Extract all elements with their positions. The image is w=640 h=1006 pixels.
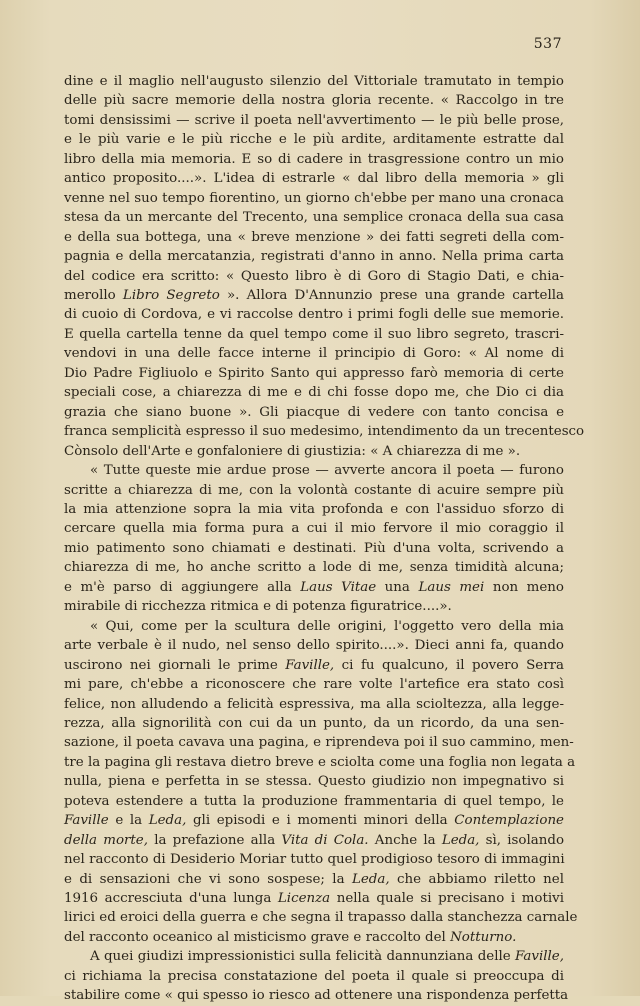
- text-run: sazione, il poeta cavava una pagina, e riprendeva poi il suo cammino, men-: [64, 735, 574, 751]
- text-line: [64, 714, 564, 733]
- text-run: antico proposito....». L'idea di estrarle « dal libro della memoria » gli: [64, 171, 564, 187]
- text-run: e le più varie e le più ricche e le più ardite, arditamente estratte dal: [64, 132, 564, 148]
- text-run: poteva estendere a tutta la produzione frammentaria di quel tempo, le: [64, 793, 564, 809]
- text-run: libro della mia memoria. E so di cadere in trasgressione contro un mio: [64, 151, 564, 167]
- text-run: la prefazione alla: [147, 832, 282, 848]
- text-line: [64, 442, 564, 461]
- text-run: stabilire come « qui spesso io riesco ad ottenere una rispondenza perfetta: [64, 988, 569, 1004]
- text-line: [64, 578, 564, 597]
- page-number: 537: [533, 36, 562, 52]
- text-run: tomi densissimi — scrive il poeta nell'avvertimento — le più belle prose,: [64, 112, 564, 128]
- italic-title: Laus mei: [418, 579, 485, 595]
- text-line: [64, 422, 585, 441]
- text-run: del racconto oceanico al misticismo grave e raccolto del: [64, 929, 451, 945]
- italic-title: Leda,: [441, 832, 480, 848]
- text-run: uscirono nei giornali le prime: [64, 657, 286, 673]
- text-line: [64, 675, 564, 694]
- text-run: nulla, piena e perfetta in se stessa. Questo giudizio non impegnativo si: [64, 774, 564, 790]
- text-line: [64, 772, 564, 791]
- text-line: [64, 247, 564, 266]
- text-line: [64, 733, 574, 752]
- text-run: mio patimento sono chiamati e destinati. Più d'una volta, scrivendo a: [64, 540, 564, 556]
- text-run: Anche la: [368, 832, 442, 848]
- italic-title: Faville,: [285, 657, 335, 673]
- text-run: una: [376, 579, 419, 595]
- text-run: cercare quella mia forma pura a cui il mio fervore il mio coraggio il: [64, 521, 564, 537]
- text-line: [64, 383, 564, 402]
- text-line: [64, 597, 564, 616]
- text-line: [64, 286, 564, 305]
- italic-title: Notturno.: [450, 929, 517, 945]
- text-line: [64, 403, 564, 422]
- text-line: [64, 267, 564, 286]
- text-line: [64, 228, 564, 247]
- text-run: vendovi in una delle facce interne il principio di Goro: « Al nome di: [64, 346, 564, 362]
- text-run: e la: [108, 813, 149, 829]
- text-run: e della sua bottega, una « breve menzione » dei fatti segreti della com-: [64, 229, 564, 245]
- text-run: franca semplicità espresso il suo medesimo, intendimento da un trecentesco: [64, 424, 585, 440]
- text-line: [64, 908, 578, 927]
- text-run: arte verbale è il nudo, nel senso dello spirito....». Dieci anni fa, quando: [64, 638, 564, 654]
- text-line: [64, 481, 564, 500]
- text-line: [64, 130, 564, 149]
- text-run: Cònsolo dell'Arte e gonfaloniere di giustizia: « A chiarezza di me ».: [64, 443, 521, 459]
- text-line: [64, 305, 564, 324]
- text-run: venne nel suo tempo fiorentino, un giorno ch'ebbe per mano una cronaca: [64, 190, 564, 206]
- text-line: [64, 364, 564, 383]
- text-run: nel racconto di Desiderio Moriar tutto quel prodigioso tesoro di immagini: [64, 852, 565, 868]
- text-line: [64, 986, 569, 1005]
- text-line: [64, 967, 564, 986]
- text-line: [64, 656, 564, 675]
- text-line: [64, 695, 564, 714]
- text-line: [64, 558, 564, 577]
- paragraph: [64, 947, 569, 1005]
- paragraph: [64, 461, 564, 617]
- text-run: stesa da un mercante del Trecento, una semplice cronaca della sua casa: [64, 210, 564, 226]
- text-run: mi pare, ch'ebbe a riconoscere che rare volte l'artefice era stato così: [64, 677, 564, 693]
- text-run: mirabile di ricchezza ritmica e di potenza figuratrice....».: [64, 599, 452, 615]
- italic-title: della morte,: [64, 832, 148, 848]
- text-run: « Tutte queste mie ardue prose — avverte ancora il poeta — furono: [90, 463, 564, 479]
- italic-title: Libro Segreto: [122, 287, 220, 303]
- text-run: tre la pagina gli restava dietro breve e sciolta come una foglia non legata a: [64, 754, 576, 770]
- text-line: [64, 947, 564, 966]
- text-run: « Qui, come per la scultura delle origini, l'oggetto vero della mia: [90, 618, 564, 634]
- text-line: [64, 189, 564, 208]
- text-run: scritte a chiarezza di me, con la volontà costante di acuire sempre più: [64, 482, 564, 498]
- text-line: [64, 169, 564, 188]
- italic-title: Faville: [64, 813, 109, 829]
- text-run: non meno: [484, 579, 564, 595]
- body-text: [64, 72, 585, 1006]
- italic-title: Laus Vitae: [300, 579, 377, 595]
- italic-title: Leda,: [351, 871, 390, 887]
- text-run: rezza, alla signorilità con cui da un punto, da un ricordo, da una sen-: [64, 715, 564, 731]
- text-run: 1916 accresciuta d'una lunga: [64, 891, 278, 907]
- text-run: gli episodi e i momenti minori della: [186, 813, 455, 829]
- text-run: dine e il maglio nell'augusto silenzio del Vittoriale tramutato in tempio: [64, 74, 564, 89]
- text-line: [64, 500, 564, 519]
- text-line: [64, 753, 576, 772]
- italic-title: Licenza: [277, 891, 331, 907]
- paragraph: [64, 72, 585, 461]
- text-run: la mia attenzione sopra la mia vita profonda e con l'assiduo sforzo di: [64, 501, 564, 517]
- text-run: delle più sacre memorie della nostra gloria recente. « Raccolgo in tre: [64, 93, 564, 109]
- text-line: [64, 928, 564, 947]
- italic-title: Faville,: [515, 949, 564, 965]
- text-line: [64, 208, 564, 227]
- text-line: [64, 617, 564, 636]
- text-run: chiarezza di me, ho anche scritto a lode di me, senza timidità alcuna;: [64, 560, 564, 576]
- text-line: [64, 811, 564, 830]
- text-run: Dio Padre Figliuolo e Spirito Santo qui appresso farò memoria di certe: [64, 365, 564, 381]
- text-line: [64, 344, 564, 363]
- text-line: [64, 325, 564, 344]
- italic-title: Contemplazione: [454, 813, 564, 829]
- text-run: felice, non alludendo a felicità espressiva, ma alla scioltezza, alla legge-: [64, 696, 564, 712]
- text-run: che abbiamo riletto nel: [389, 871, 564, 887]
- text-run: di cuoio di Cordova, e vi raccolse dentro i primi fogli delle sue memorie.: [64, 307, 564, 323]
- text-run: pagnia e della mercatanzia, registrati d'anno in anno. Nella prima carta: [64, 249, 564, 265]
- text-line: [64, 539, 564, 558]
- text-line: [64, 636, 564, 655]
- text-line: [64, 461, 564, 480]
- text-line: [64, 91, 564, 110]
- text-run: nella quale si precisano i motivi: [330, 891, 564, 907]
- text-run: del codice era scritto: « Questo libro è di Goro di Stagio Dati, e chia-: [64, 268, 564, 284]
- text-line: [64, 111, 564, 130]
- text-run: sì, isolando: [479, 832, 565, 848]
- text-line: [64, 870, 564, 889]
- text-line: [64, 519, 564, 538]
- text-line: [64, 792, 564, 811]
- text-run: A quei giudizi impressionistici sulla felicità dannunziana delle: [90, 949, 516, 965]
- text-run: speciali cose, a chiarezza di me e di chi fosse dopo me, che Dio ci dia: [64, 385, 564, 401]
- text-run: ». Allora D'Annunzio prese una grande cartella: [219, 287, 565, 303]
- italic-title: Leda,: [148, 813, 187, 829]
- paragraph: [64, 617, 578, 948]
- text-run: grazia che siano buone ». Gli piacque di vedere con tanto concisa e: [64, 404, 564, 420]
- text-line: [64, 150, 564, 169]
- text-run: e m'è parso di aggiungere alla: [64, 579, 301, 595]
- text-line: [64, 72, 564, 91]
- text-line: [64, 831, 564, 850]
- text-run: lirici ed eroici della guerra e che segna il trapasso dalla stanchezza carnale: [64, 910, 578, 926]
- text-run: E quella cartella tenne da quel tempo come il suo libro segreto, trascri-: [64, 326, 564, 342]
- text-run: merollo: [64, 287, 123, 303]
- text-run: e di sensazioni che vi sono sospese; la: [64, 871, 352, 887]
- text-line: [64, 850, 564, 869]
- text-run: ci fu qualcuno, il povero Serra: [334, 657, 564, 673]
- italic-title: Vita di Cola.: [281, 832, 369, 848]
- text-run: ci richiama la precisa constatazione del poeta il quale si preoccupa di: [64, 968, 564, 984]
- text-line: [64, 889, 564, 908]
